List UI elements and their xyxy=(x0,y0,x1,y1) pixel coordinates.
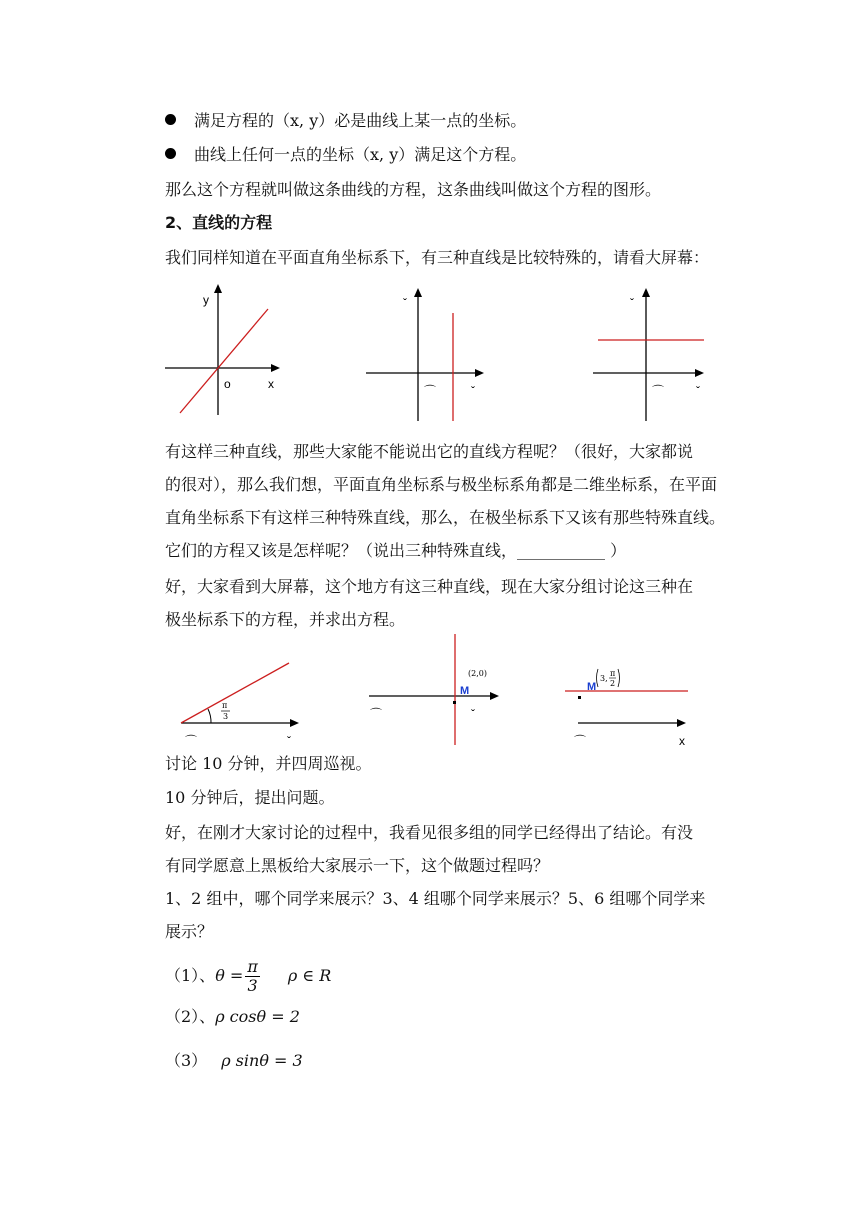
x-axis-label: ˇ xyxy=(471,384,475,398)
show-paragraph-line-1: 好，在刚才大家讨论的过程中，我看见很多组的同学已经得出了结论。有没 xyxy=(165,823,694,842)
y-axis-label: y xyxy=(203,293,209,307)
origin-label: ⌒ xyxy=(652,384,665,398)
after-discussion-line: 10 分钟后，提出问题。 xyxy=(165,788,335,807)
point-coordinate-label: (2,0) xyxy=(468,669,487,678)
equation-3: （3） ρ sinθ = 3 xyxy=(165,1051,303,1070)
angle-numerator: π xyxy=(222,701,228,710)
x-axis-label: ˇ xyxy=(287,734,291,748)
discussion-time-line: 讨论 10 分钟，并四周巡视。 xyxy=(165,754,372,773)
equation-2: （2）、ρ cosθ = 2 xyxy=(165,1007,300,1026)
question-paragraph-line-2: 的很对），那么我们想，平面直角坐标系与极坐标系角都是二维坐标系，在平面 xyxy=(165,475,718,494)
polar-graph-horizontal-line xyxy=(560,665,710,750)
fraction-pi-over-3: $\frac{\pi}{3}$ xyxy=(247,957,258,995)
x-axis-label: x xyxy=(679,734,685,748)
cartesian-graph-horizontal xyxy=(590,283,720,423)
groups-paragraph-line-2: 展示？ xyxy=(165,922,214,941)
point-angle-numerator: π xyxy=(610,669,616,678)
question-paragraph-line-4: 它们的方程又该是怎样呢？（说出三种特殊直线，___________ ） xyxy=(165,541,627,560)
origin-label: o xyxy=(224,377,231,391)
bullet-item-2: 曲线上任何一点的坐标（x, y）满足这个方程。 xyxy=(165,145,526,165)
cartesian-graph-diagonal xyxy=(160,283,290,423)
x-axis-label: x xyxy=(268,377,274,391)
bullet-dot-icon xyxy=(165,114,176,125)
origin-label: ⌒ xyxy=(574,734,587,748)
question-paragraph-line-1: 有这样三种直线，那些大家能不能说出它的直线方程呢？（很好，大家都说 xyxy=(165,442,694,461)
y-axis-label: ˇ xyxy=(630,296,634,310)
polar-graph-vertical-line xyxy=(365,632,505,747)
origin-label: ⌒ xyxy=(424,384,437,398)
section-heading: 2、直线的方程 xyxy=(165,213,273,232)
definition-paragraph: 那么这个方程就叫做这条曲线的方程，这条曲线叫做这个方程的图形。 xyxy=(165,180,662,199)
cartesian-graph-vertical xyxy=(360,283,500,423)
origin-label: ⌒ xyxy=(370,707,383,721)
point-m-label: M xyxy=(587,681,597,693)
bullet-dot-icon xyxy=(165,148,176,159)
polar-graph-angle-line xyxy=(175,655,315,750)
intro-paragraph: 我们同样知道在平面直角坐标系下，有三种直线是比较特殊的，请看大屏幕： xyxy=(165,248,710,267)
y-axis-label: ˇ xyxy=(403,296,407,310)
question-paragraph-line-3: 直角坐标系下有这样三种特殊直线，那么，在极坐标系下又该有那些特殊直线。 xyxy=(165,508,726,527)
discuss-paragraph-line-2: 极坐标系下的方程，并求出方程。 xyxy=(165,610,406,629)
point-angle-denominator: 2 xyxy=(610,679,616,688)
show-paragraph-line-2: 有同学愿意上黑板给大家展示一下，这个做题过程吗？ xyxy=(165,856,550,875)
discuss-paragraph-line-1: 好，大家看到大屏幕，这个地方有这三种直线，现在大家分组讨论这三种在 xyxy=(165,577,694,596)
origin-label: ⌒ xyxy=(185,734,198,748)
bullet-item-1: 满足方程的（x, y）必是曲线上某一点的坐标。 xyxy=(165,111,526,131)
equation-1: （1）、θ = $\frac{\pi}{3}$ ρ ∈ R xyxy=(165,957,332,995)
x-axis-label: ˇ xyxy=(471,707,475,721)
groups-paragraph-line-1: 1、2 组中，哪个同学来展示？3、4 组哪个同学来展示？5、6 组哪个同学来 xyxy=(165,889,706,908)
point-m-label: M xyxy=(460,685,470,697)
x-axis-label: ˇ xyxy=(696,384,700,398)
point-radius-label: 3, xyxy=(600,674,608,683)
angle-denominator: 3 xyxy=(223,712,229,721)
